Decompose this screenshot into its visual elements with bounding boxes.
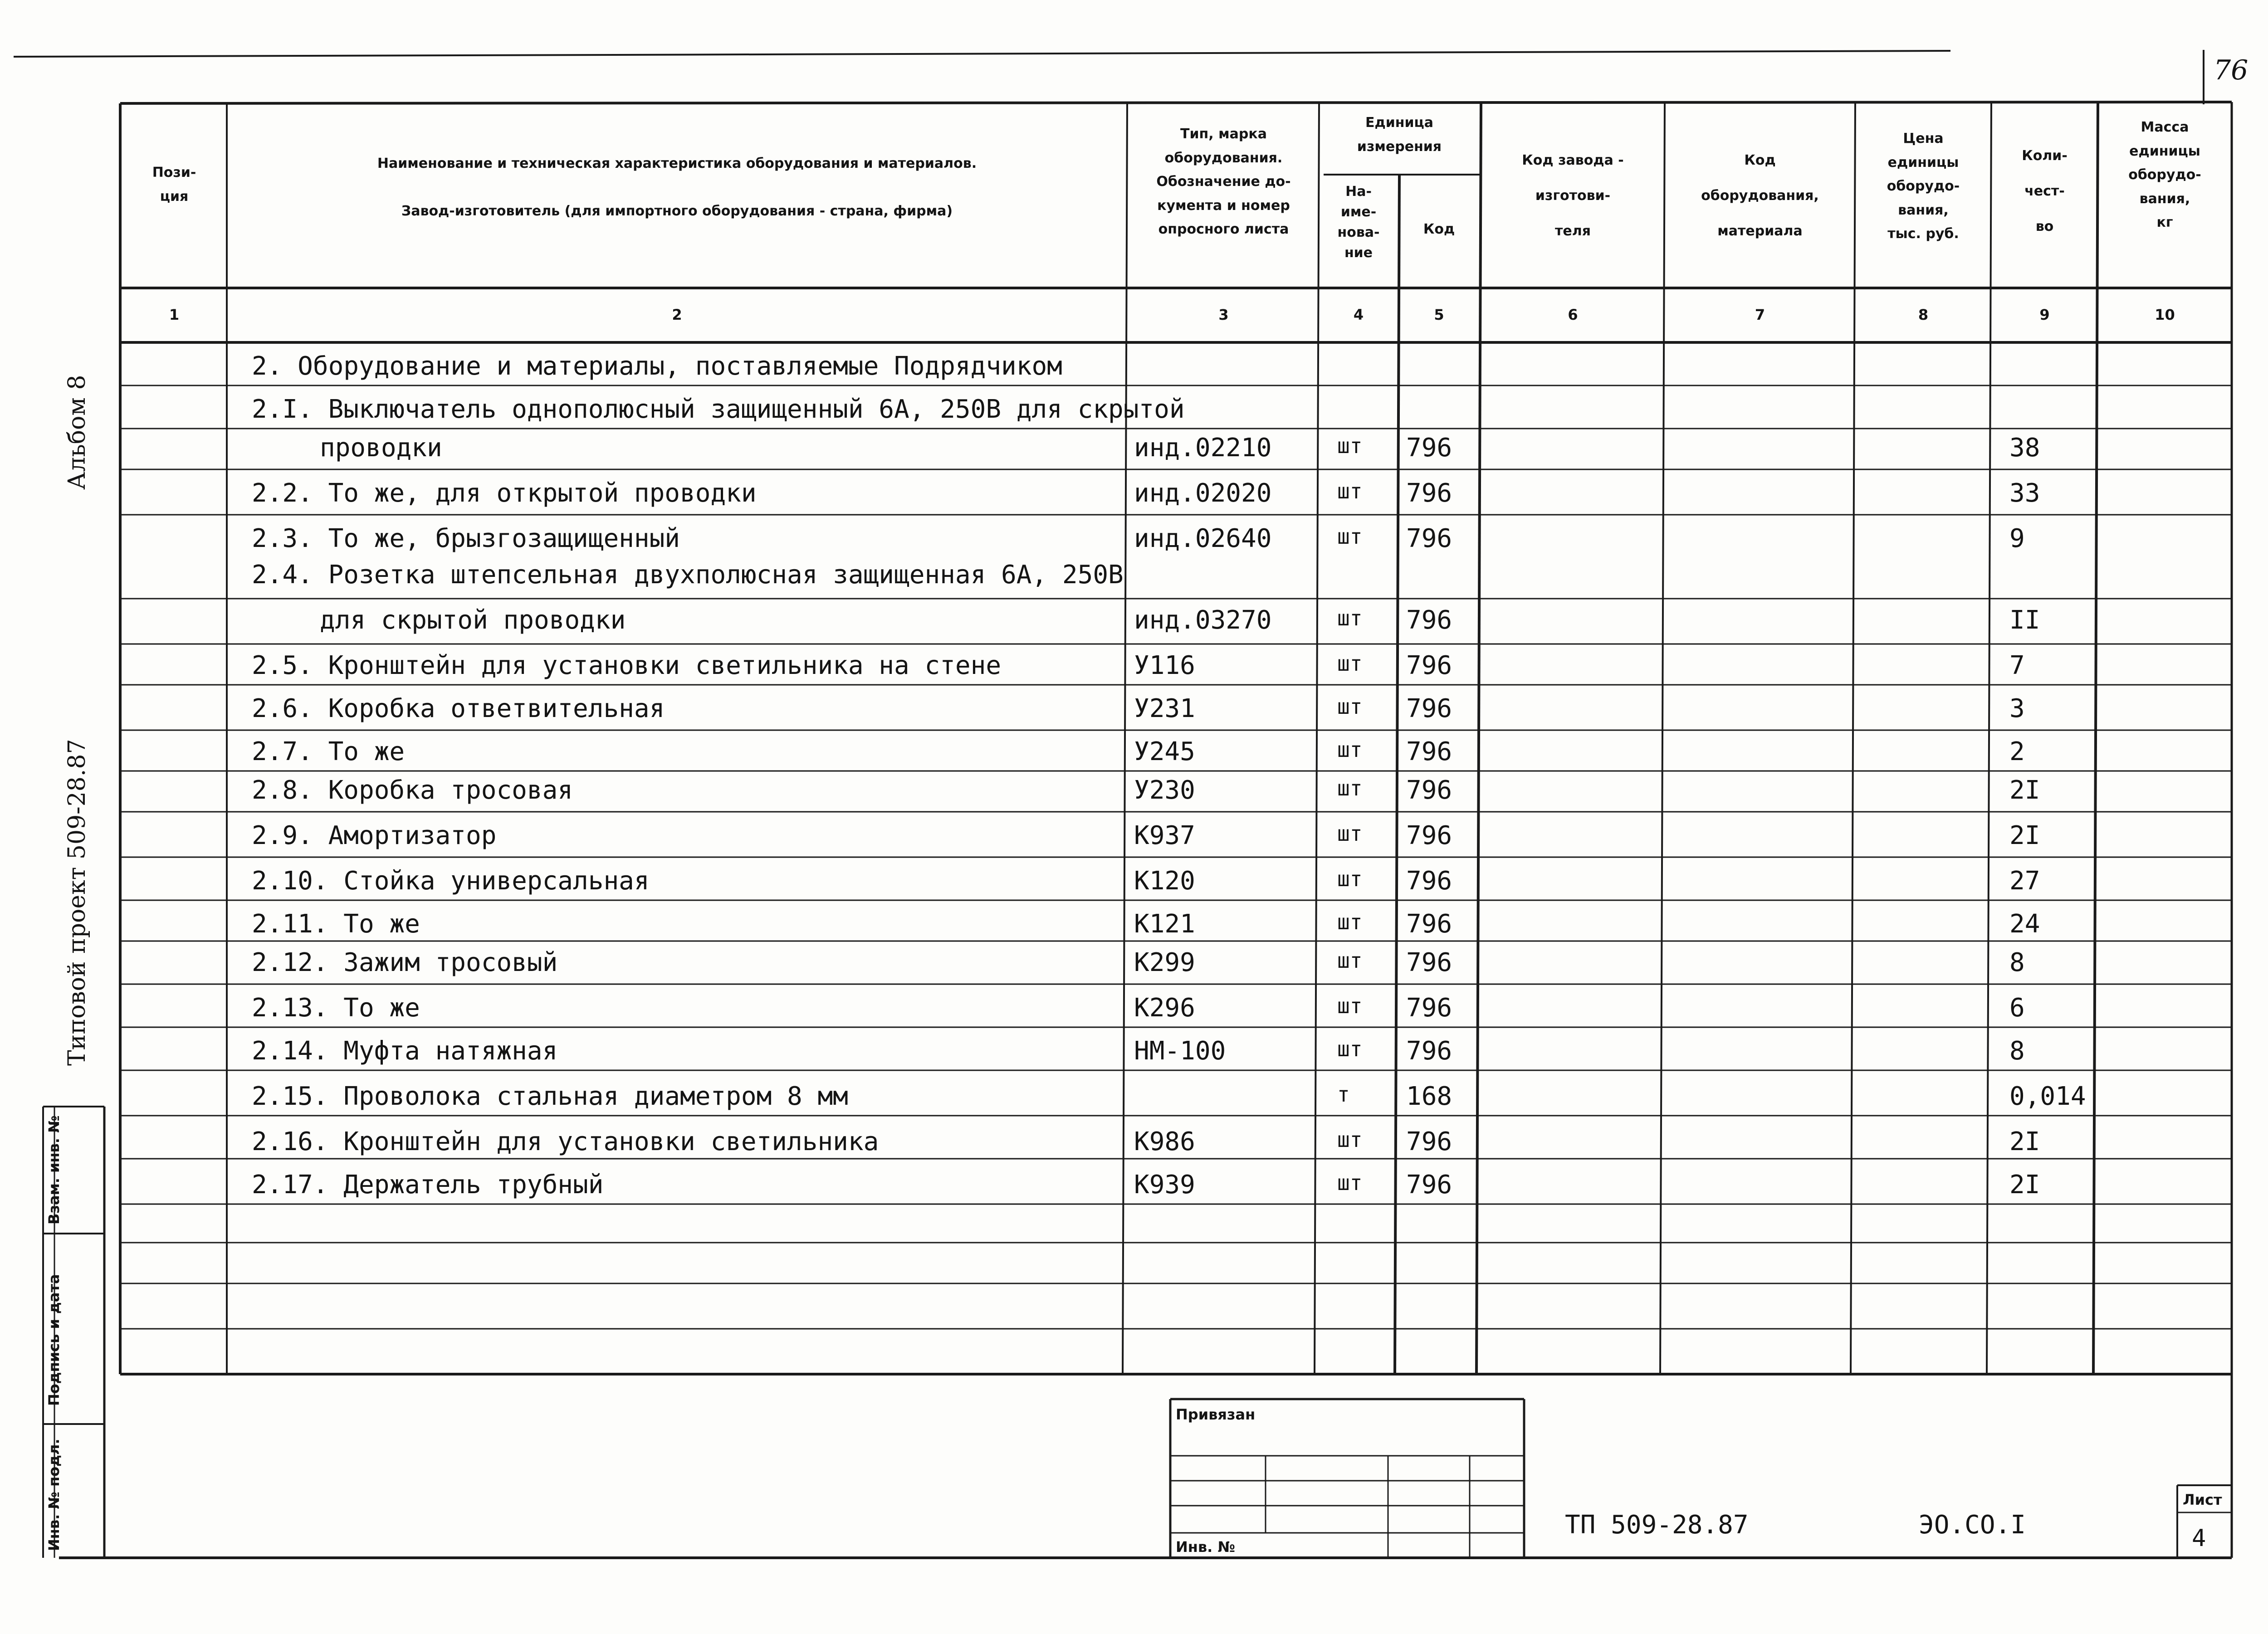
row-19-code: 796 bbox=[1406, 1127, 1452, 1156]
row-13-unit: шт bbox=[1337, 867, 1363, 891]
row-19-type: К986 bbox=[1134, 1127, 1195, 1156]
row-20-type: К939 bbox=[1134, 1170, 1195, 1200]
stamp-sign-date: Подпись и дата bbox=[45, 1274, 63, 1406]
row-19-unit: шт bbox=[1337, 1127, 1363, 1152]
colno-4: 4 bbox=[1353, 306, 1364, 323]
row-9-code: 796 bbox=[1406, 694, 1452, 723]
row-19-name: 2.16. Кронштейн для установки светильника bbox=[252, 1127, 879, 1156]
row-7-code: 796 bbox=[1406, 605, 1452, 635]
row-9-unit: шт bbox=[1337, 694, 1363, 719]
row-14-unit: шт bbox=[1337, 910, 1363, 934]
row-11-qty: 2I bbox=[2009, 776, 2040, 805]
row-7-name: для скрытой проводки bbox=[320, 605, 626, 635]
doc-code: ТП 509-28.87 bbox=[1565, 1510, 1749, 1540]
row-11-name: 2.8. Коробка тросовая bbox=[252, 776, 573, 805]
header-type: Тип, марка оборудования. Обозначение до- кумента и номер опросного листа bbox=[1156, 126, 1291, 237]
row-12-name: 2.9. Амортизатор bbox=[252, 821, 497, 850]
page-number: 76 bbox=[2214, 54, 2248, 86]
sheet-label: Лист bbox=[2183, 1491, 2222, 1508]
row-13-qty: 27 bbox=[2009, 866, 2040, 896]
album-label: Альбом 8 bbox=[64, 375, 91, 490]
row-20-qty: 2I bbox=[2009, 1170, 2040, 1200]
inv-no-label: Инв. № bbox=[1176, 1538, 1235, 1556]
row-10-name: 2.7. То же bbox=[252, 737, 405, 766]
row-4-unit: шт bbox=[1337, 479, 1363, 503]
row-1-name: 2. Оборудование и материалы, поставляемые Подрядчиком bbox=[252, 351, 1062, 381]
row-10-type: У245 bbox=[1134, 737, 1195, 766]
header-mass: Масса единицы оборудо- вания, кг bbox=[2128, 119, 2201, 230]
colno-9: 9 bbox=[2039, 306, 2050, 323]
header-factory-code: Код завода - изготови- теля bbox=[1522, 152, 1624, 239]
row-10-qty: 2 bbox=[2009, 737, 2025, 766]
header-unit-code: Код bbox=[1423, 221, 1455, 237]
row-17-qty: 8 bbox=[2009, 1036, 2025, 1066]
stamp-inv-original: Инв. № подл. bbox=[45, 1439, 63, 1551]
privyazan-label: Привязан bbox=[1176, 1406, 1256, 1423]
row-18-qty: 0,014 bbox=[2009, 1082, 2086, 1111]
row-3-code: 796 bbox=[1406, 433, 1452, 463]
row-5-qty: 9 bbox=[2009, 524, 2025, 553]
stamp-vzam: Взам. инв. № bbox=[45, 1115, 63, 1224]
colno-7: 7 bbox=[1755, 306, 1765, 323]
header-position: Пози- ция bbox=[152, 165, 196, 205]
sheet-code: ЭО.СО.I bbox=[1919, 1510, 2026, 1540]
colno-2: 2 bbox=[672, 306, 682, 323]
row-3-name: проводки bbox=[320, 433, 442, 463]
header-equipment-code: Код оборудования, материала bbox=[1701, 152, 1819, 239]
header-name-line1: Наименование и техническая характеристика оборудования и материалов. bbox=[377, 156, 977, 171]
row-14-type: К121 bbox=[1134, 909, 1195, 939]
row-14-code: 796 bbox=[1406, 909, 1452, 939]
header-name-line2: Завод-изготовитель (для импортного оборудования - страна, фирма) bbox=[401, 203, 953, 219]
row-12-unit: шт bbox=[1337, 821, 1363, 846]
row-11-unit: шт bbox=[1337, 776, 1363, 800]
project-label: Типовой проект 509-28.87 bbox=[64, 739, 91, 1066]
row-3-type: инд.02210 bbox=[1134, 433, 1272, 463]
row-7-qty: II bbox=[2009, 605, 2040, 635]
row-7-unit: шт bbox=[1337, 606, 1363, 630]
colno-8: 8 bbox=[1918, 306, 1929, 323]
colno-3: 3 bbox=[1218, 306, 1229, 323]
row-12-qty: 2I bbox=[2009, 821, 2040, 850]
header-unit-group: Единица измерения bbox=[1357, 115, 1442, 155]
row-12-type: К937 bbox=[1134, 821, 1195, 850]
row-4-code: 796 bbox=[1406, 478, 1452, 508]
colno-6: 6 bbox=[1568, 306, 1578, 323]
row-9-type: У231 bbox=[1134, 694, 1195, 723]
header-unit-name: На- име- нова- ние bbox=[1337, 184, 1380, 261]
row-4-type: инд.02020 bbox=[1134, 478, 1272, 508]
row-18-unit: т bbox=[1337, 1082, 1350, 1107]
row-15-code: 796 bbox=[1406, 948, 1452, 977]
colno-10: 10 bbox=[2155, 306, 2175, 323]
row-8-unit: шт bbox=[1337, 651, 1363, 676]
colno-5: 5 bbox=[1434, 306, 1444, 323]
row-3-unit: шт bbox=[1337, 434, 1363, 458]
row-15-unit: шт bbox=[1337, 948, 1363, 973]
row-13-name: 2.10. Стойка универсальная bbox=[252, 866, 650, 896]
row-20-code: 796 bbox=[1406, 1170, 1452, 1200]
row-19-qty: 2I bbox=[2009, 1127, 2040, 1156]
row-5-unit: шт bbox=[1337, 524, 1363, 549]
row-18-name: 2.15. Проволока стальная диаметром 8 мм bbox=[252, 1082, 848, 1111]
row-11-code: 796 bbox=[1406, 776, 1452, 805]
row-4-qty: 33 bbox=[2009, 478, 2040, 508]
row-16-type: К296 bbox=[1134, 993, 1195, 1023]
row-13-code: 796 bbox=[1406, 866, 1452, 896]
header-price: Цена единицы оборудо- вания, тыс. руб. bbox=[1887, 131, 1960, 242]
row-15-name: 2.12. Зажим тросовый bbox=[252, 948, 558, 977]
row-3-qty: 38 bbox=[2009, 433, 2040, 463]
row-9-name: 2.6. Коробка ответвительная bbox=[252, 694, 665, 723]
row-8-code: 796 bbox=[1406, 651, 1452, 680]
row-5-code: 796 bbox=[1406, 524, 1452, 553]
sheet-number: 4 bbox=[2192, 1525, 2206, 1552]
row-9-qty: 3 bbox=[2009, 694, 2025, 723]
row-5-type: инд.02640 bbox=[1134, 524, 1272, 553]
header-quantity: Коли- чест- во bbox=[2022, 148, 2068, 234]
row-10-unit: шт bbox=[1337, 737, 1363, 762]
row-12-code: 796 bbox=[1406, 821, 1452, 850]
row-8-name: 2.5. Кронштейн для установки светильника на стене bbox=[252, 651, 1002, 680]
row-8-type: У116 bbox=[1134, 651, 1195, 680]
row-10-code: 796 bbox=[1406, 737, 1452, 766]
row-18-code: 168 bbox=[1406, 1082, 1452, 1111]
row-8-qty: 7 bbox=[2009, 651, 2025, 680]
row-7-type: инд.03270 bbox=[1134, 605, 1272, 635]
row-14-name: 2.11. То же bbox=[252, 909, 420, 939]
row-15-qty: 8 bbox=[2009, 948, 2025, 977]
row-6-name: 2.4. Розетка штепсельная двухполюсная защищенная 6А, 250В bbox=[252, 560, 1124, 590]
row-2-name: 2.I. Выключатель однополюсный защищенный 6А, 250В для скрытой bbox=[252, 395, 1185, 424]
row-11-type: У230 bbox=[1134, 776, 1195, 805]
row-17-type: НМ-100 bbox=[1134, 1036, 1226, 1066]
row-16-name: 2.13. То же bbox=[252, 993, 420, 1023]
row-5-name: 2.3. То же, брызгозащищенный bbox=[252, 524, 680, 553]
row-17-unit: шт bbox=[1337, 1037, 1363, 1061]
colno-1: 1 bbox=[169, 306, 180, 323]
row-20-name: 2.17. Держатель трубный bbox=[252, 1170, 604, 1200]
row-16-qty: 6 bbox=[2009, 993, 2025, 1023]
row-14-qty: 24 bbox=[2009, 909, 2040, 939]
row-17-code: 796 bbox=[1406, 1036, 1452, 1066]
row-20-unit: шт bbox=[1337, 1171, 1363, 1195]
row-15-type: К299 bbox=[1134, 948, 1195, 977]
row-4-name: 2.2. То же, для открытой проводки bbox=[252, 478, 757, 508]
row-16-unit: шт bbox=[1337, 994, 1363, 1018]
row-16-code: 796 bbox=[1406, 993, 1452, 1023]
row-13-type: К120 bbox=[1134, 866, 1195, 896]
row-17-name: 2.14. Муфта натяжная bbox=[252, 1036, 558, 1066]
